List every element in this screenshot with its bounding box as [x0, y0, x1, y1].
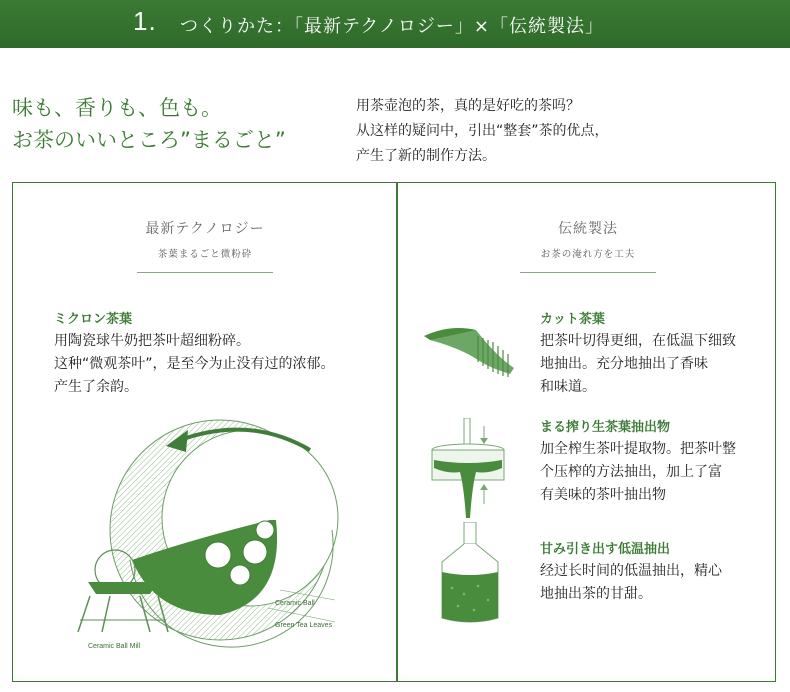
intro-text — [356, 94, 609, 169]
low-temp-line: 地抽出茶的甘甜。 — [540, 586, 652, 602]
caption-ceramic-ball: Ceramic Ball — [275, 600, 315, 607]
micron-tea-line: 用陶瓷球牛奶把茶叶超细粉碎。 — [54, 333, 250, 349]
right-header-rule — [520, 272, 656, 273]
left-header-rule — [137, 272, 273, 273]
intro-line-2: 从这样的疑问中，引出“整套”茶的优点， — [356, 123, 609, 139]
ball-mill-illustration — [70, 410, 390, 660]
cut-tea-line: 地抽出。充分地抽出了香味 — [540, 356, 708, 372]
cut-tea-line: 把茶叶切得更细，在低温下细致 — [540, 333, 736, 349]
right-column-title: 伝統製法 — [558, 221, 618, 237]
pressed-extract-line: 个压榨的方法抽出，加上了富 — [540, 464, 722, 480]
cut-tea-title: カット茶葉 — [540, 312, 605, 327]
intro-line-1: 用茶壶泡的茶，真的是好吃的茶吗？ — [356, 98, 580, 114]
left-column-title: 最新テクノロジー — [145, 221, 265, 237]
caption-ceramic-ball-mill: Ceramic Ball Mill — [88, 643, 141, 650]
pressed-extract-line: 有美味的茶叶抽出物 — [540, 487, 666, 503]
pressed-extract-title: まる搾り生茶葉抽出物 — [540, 420, 671, 435]
left-column-header — [137, 218, 273, 273]
micron-tea-body — [54, 330, 335, 399]
tagline — [12, 92, 286, 156]
micron-tea-title: ミクロン茶葉 — [54, 312, 133, 327]
tagline-line-1: 味も、香りも、色も。 — [12, 96, 222, 120]
micron-tea-line: 这种“微观茶叶”，是至今为止没有过的浓郁。 — [54, 356, 335, 372]
low-temp-title: 甘み引き出す低温抽出 — [540, 542, 671, 557]
right-column-subtitle: お茶の淹れ方を工夫 — [540, 249, 636, 260]
micron-tea-line: 产生了余韵。 — [54, 379, 138, 395]
pressed-extract-body — [540, 438, 736, 507]
tagline-line-2: お茶のいいところ”まるごと” — [12, 128, 286, 152]
left-column-subtitle: 茶葉まるごと微粉砕 — [157, 249, 253, 260]
pressed-extract-line: 加全榨生茶叶提取物。把茶叶整 — [540, 441, 736, 457]
low-temp-line: 经过长时间的低温抽出，精心 — [540, 563, 722, 579]
cut-tea-body — [540, 330, 736, 399]
cut-leaf-icon — [420, 322, 530, 382]
cut-tea-line: 和味道。 — [540, 379, 596, 395]
low-temp-flask-icon — [438, 522, 502, 626]
low-temp-body — [540, 560, 722, 606]
panel-divider — [396, 182, 398, 682]
section-header — [0, 0, 790, 48]
caption-green-tea-leaves: Green Tea Leaves — [275, 622, 333, 629]
intro-line-3: 产生了新的制作方法。 — [356, 148, 496, 164]
press-extraction-icon — [428, 418, 508, 518]
right-column-header — [520, 218, 656, 273]
section-number: 1. — [133, 6, 157, 36]
section-title: つくりかた：「最新テクノロジー」×「伝統製法」 — [180, 16, 604, 37]
